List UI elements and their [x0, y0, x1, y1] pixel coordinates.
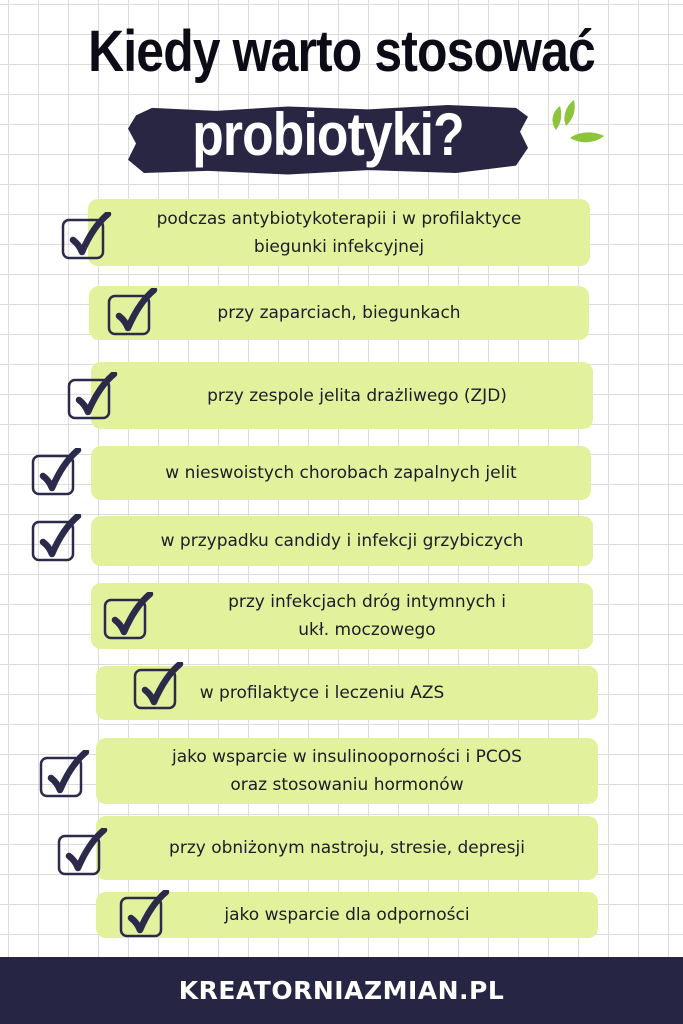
- list-item: [91, 583, 593, 649]
- page-title: Kiedy warto stosować: [88, 19, 595, 84]
- page-subtitle: probiotyki?: [192, 101, 464, 168]
- list-item-text: w profilaktyce i leczeniu AZS: [199, 683, 445, 703]
- checkbox-checked-icon: [38, 750, 90, 798]
- list-item-text: w przypadku candidy i infekcji grzybiczych: [160, 531, 524, 551]
- checkbox-checked-icon: [60, 212, 112, 260]
- list-item: [96, 738, 598, 804]
- checkbox-checked-icon: [30, 514, 82, 562]
- list-item: [89, 286, 589, 340]
- list-item: [96, 892, 598, 938]
- checkbox-checked-icon: [102, 592, 154, 640]
- list-item-text: przy obniżonym nastroju, stresie, depresji: [169, 838, 525, 858]
- footer-bar: [0, 957, 683, 1024]
- checkbox-checked-icon: [132, 662, 184, 710]
- checkbox-checked-icon: [30, 448, 82, 496]
- checkbox-checked-icon: [66, 372, 118, 420]
- list-item: [96, 816, 598, 880]
- list-item-text: przy zespole jelita drażliwego (ZJD): [207, 385, 507, 406]
- list-item-text: jako wsparcie dla odporności: [224, 905, 470, 925]
- list-item: [88, 199, 590, 266]
- list-item: [91, 446, 591, 500]
- leaf-sprig-icon: [548, 98, 608, 150]
- list-item-text: oraz stosowaniu hormonów: [230, 775, 464, 795]
- list-item-text: podczas antybiotykoterapii i w profilaktyce: [156, 208, 522, 229]
- checkbox-checked-icon: [56, 828, 108, 876]
- list-item-text: jako wsparcie w insulinooporności i PCOS: [172, 747, 522, 767]
- list-item-text: ukł. moczowego: [298, 620, 436, 640]
- list-item: [91, 516, 593, 566]
- list-item-text: w nieswoistych chorobach zapalnych jelit: [165, 463, 517, 483]
- list-item-text: biegunki infekcyjnej: [253, 236, 425, 257]
- list-item: [91, 362, 593, 429]
- footer-website-link[interactable]: KREATORNIAZMIAN.PL: [178, 976, 505, 1005]
- list-item-text: przy infekcjach dróg intymnych i: [228, 592, 506, 612]
- checkbox-checked-icon: [118, 890, 170, 938]
- list-item-text: przy zaparciach, biegunkach: [217, 303, 461, 323]
- checkbox-checked-icon: [106, 288, 158, 336]
